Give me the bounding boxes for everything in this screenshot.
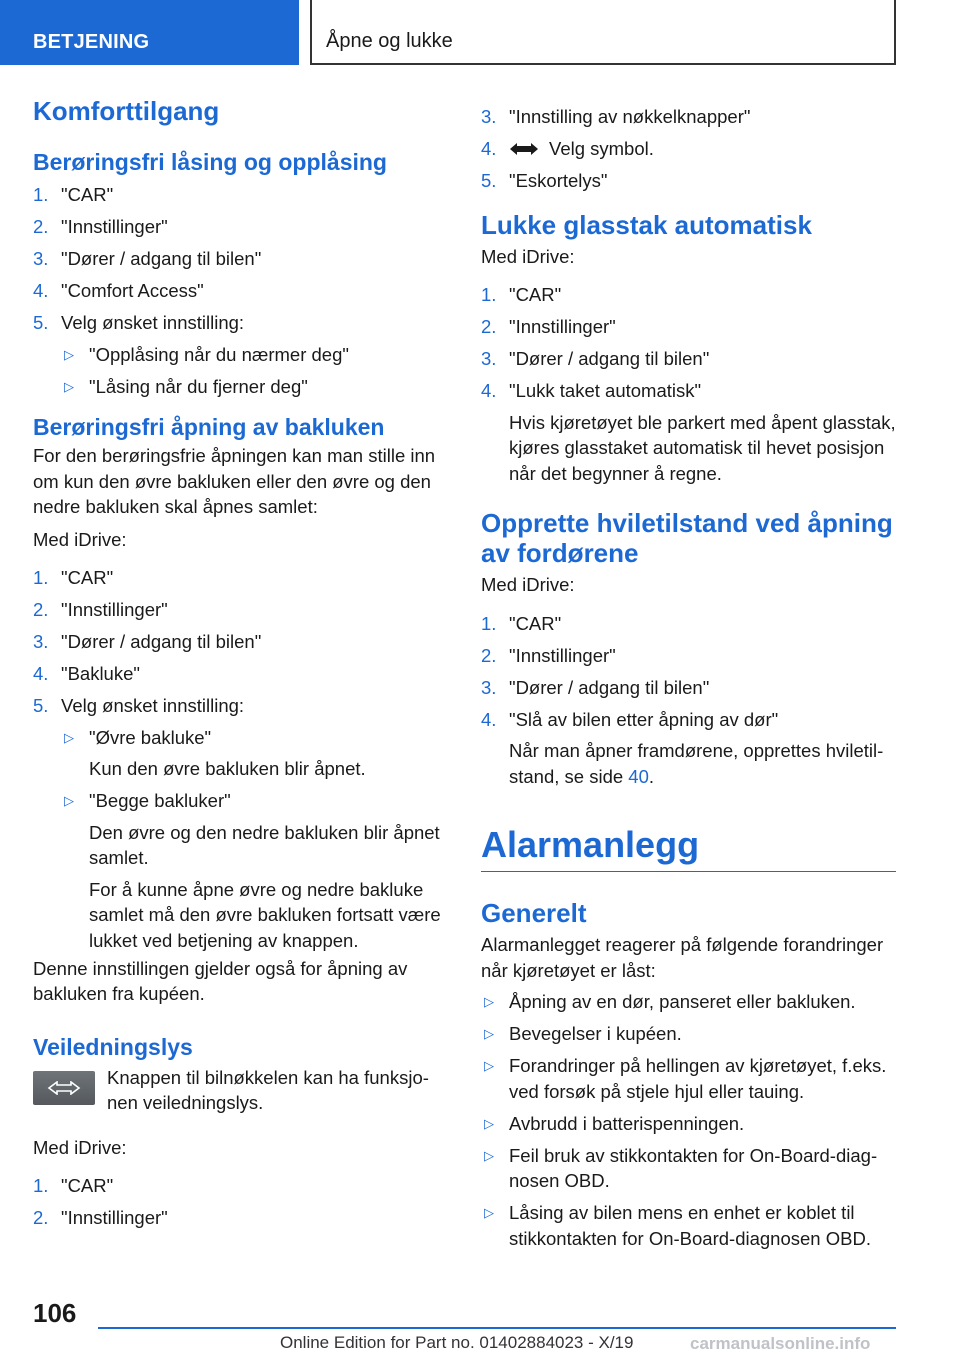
list-item: ▷ Feil bruk av stikkontakten for On-Board-diagnosen OBD.: [484, 1144, 878, 1191]
guide-light-block: [33, 1065, 448, 1125]
triangle-bullet-icon: ▷: [484, 1115, 494, 1131]
list-item: 2. "Innstillinger": [481, 316, 616, 337]
tailgate-intro: For den berøringsfrie åpningen kan man stille inn om kun den øvre bakluken eller den øvre og den nedre bakluken skal åpnes samlet:: [33, 445, 436, 517]
left-column: [33, 96, 448, 1237]
list-item: 3. "Dører / adgang til bilen": [481, 348, 710, 369]
alarm-triggers: [481, 989, 896, 1251]
option-item: ▷ "Begge bakluker" Den øvre og den nedre bakluken blir åpnet samlet. For å kunne åpne øvre og nedre bakluke samlet må den øvre bakluken fortsatt være lukket ved betjening av knappen.: [64, 790, 441, 951]
diamond-arrow-icon: [509, 142, 539, 156]
list-item: 3. "Dører / adgang til bilen": [33, 248, 262, 269]
list-item: 2. "Innstillinger": [33, 599, 168, 620]
with-idrive: Med iDrive:: [33, 1136, 127, 1158]
heading-guide-light: Veiledningslys: [33, 1033, 193, 1060]
list-item: 2. "Innstillinger": [33, 216, 168, 237]
list-item: 3. "Dører / adgang til bilen": [481, 676, 710, 698]
with-idrive: Med iDrive:: [481, 245, 575, 267]
with-idrive: Med iDrive:: [33, 528, 127, 550]
heading-komforttilgang: Komforttilgang: [33, 96, 220, 126]
heading-touchless-locking: Berøringsfri låsing og opplåsing: [33, 149, 387, 175]
right-column: [481, 104, 896, 1258]
heading-touchless-tailgate: Berøringsfri åpning av bakluken: [33, 414, 385, 440]
close-roof-steps: [481, 282, 896, 486]
section-tab: [0, 0, 299, 65]
list-item: 5. Velg ønsket innstilling: ▷ "Øvre bakluke" Kun den øvre bakluken blir åpnet. ▷ "Begge bakluker" Den øvre og den nedre bakluken blir åpnet samlet. For å kunne åpne øvre og nedre bakluke samlet må den øvre bakluken fortsatt være lukket ved betjening av knappen.: [33, 693, 448, 953]
list-item: 5. "Eskortelys": [481, 170, 608, 191]
list-item: 1. "CAR": [33, 184, 114, 205]
triangle-bullet-icon: ▷: [64, 378, 74, 394]
option-item: ▷ "Låsing når du fjerner deg": [61, 374, 448, 400]
triangle-bullet-icon: ▷: [64, 793, 74, 808]
alarm-intro: Alarmanlegget reagerer på følgende forandringer når kjøretøyet er låst:: [481, 934, 884, 981]
heading-close-roof: Lukke glasstak automatisk: [481, 209, 812, 240]
heading-rest-state: Opprette hviletilstand ved åpning av fordørene: [481, 508, 893, 568]
page-number: 106: [33, 1298, 77, 1328]
chapter-heading-alarm: Alarmanlegg: [481, 823, 896, 872]
heading-general: Generelt: [481, 898, 587, 928]
list-item: 5. Velg ønsket innstilling: ▷ "Opplåsing når du nærmer deg" ▷ "Låsing når du fjerner deg": [33, 310, 448, 399]
triangle-bullet-icon: ▷: [484, 1147, 494, 1163]
chapter-tab: [310, 0, 896, 65]
list-item: ▷ Åpning av en dør, panseret eller bakluken.: [481, 989, 896, 1015]
list-item: 1. "CAR": [33, 1175, 114, 1196]
rest-state-steps: [481, 611, 896, 790]
triangle-bullet-icon: ▷: [64, 729, 74, 745]
list-item: 1. "CAR": [481, 612, 562, 634]
guide-light-steps: [33, 1173, 448, 1231]
triangle-bullet-icon: ▷: [484, 994, 494, 1009]
list-item: 2. "Innstillinger": [481, 644, 616, 666]
list-item: 3. "Dører / adgang til bilen": [33, 631, 262, 652]
triangle-bullet-icon: ▷: [484, 1026, 494, 1041]
list-item: 3. "Innstilling av nøkkelknapper": [481, 106, 751, 127]
guide-light-text: Knappen til bilnøkkelen kan ha funksjonen veiledningslys.: [107, 1066, 429, 1113]
triangle-bullet-icon: ▷: [64, 346, 74, 362]
list-item: ▷ Avbrudd i batterispenningen.: [481, 1111, 896, 1137]
list-item: 1. "CAR": [33, 567, 114, 588]
list-item: 1. "CAR": [481, 284, 562, 305]
list-item: 4. Velg symbol.: [481, 138, 654, 159]
key-button-image: [33, 1071, 95, 1105]
triangle-bullet-icon: ▷: [484, 1205, 494, 1220]
watermark: carmanualsonline.info: [690, 1334, 871, 1353]
tailgate-note: Denne innstillingen gjelder også for åpning av bakluken fra kupéen.: [33, 957, 408, 1004]
option-item: ▷ "Øvre bakluke" Kun den øvre bakluken blir åpnet.: [64, 726, 366, 779]
section-title: BETJENING: [33, 31, 150, 53]
page-link[interactable]: 40: [628, 765, 649, 787]
triangle-bullet-icon: ▷: [484, 1058, 494, 1073]
list-item: ▷ Låsing av bilen mens en enhet er koblet til stikkontakten for On-Board-diagnosen OBD.: [484, 1202, 871, 1249]
tailgate-steps: [33, 565, 448, 953]
edition-text: Online Edition for Part no. 01402884023 - X/19: [280, 1333, 634, 1352]
diamond-arrow-icon: [47, 1081, 81, 1095]
option-item: ▷ "Opplåsing når du nærmer deg": [61, 342, 448, 368]
list-item: 4. "Bakluke": [33, 663, 140, 684]
with-idrive: Med iDrive:: [481, 574, 575, 595]
list-item: 2. "Innstillinger": [33, 1207, 168, 1228]
list-item: ▷ Bevegelser i kupéen.: [481, 1021, 896, 1047]
guide-light-steps-cont: [481, 104, 896, 194]
footer-divider: [98, 1327, 896, 1329]
list-item: 4. "Lukk taket automatisk" Hvis kjøretøyet ble parkert med åpent glasstak, kjøres glasstaket automatisk til hevet posisjon når det begynner å regne.: [481, 380, 896, 484]
list-item: ▷ Forandringer på hellingen av kjøretøyet, f.eks. ved forsøk på stjele hjul eller tauing.: [484, 1055, 887, 1102]
touchless-locking-steps: [33, 182, 448, 399]
chapter-title: Åpne og lukke: [326, 30, 453, 52]
list-item: 4. "Comfort Access": [33, 280, 204, 301]
list-item: 4. "Slå av bilen etter åpning av dør" Når man åpner framdørene, opprettes hviletilstand, se side 40.: [481, 708, 884, 787]
